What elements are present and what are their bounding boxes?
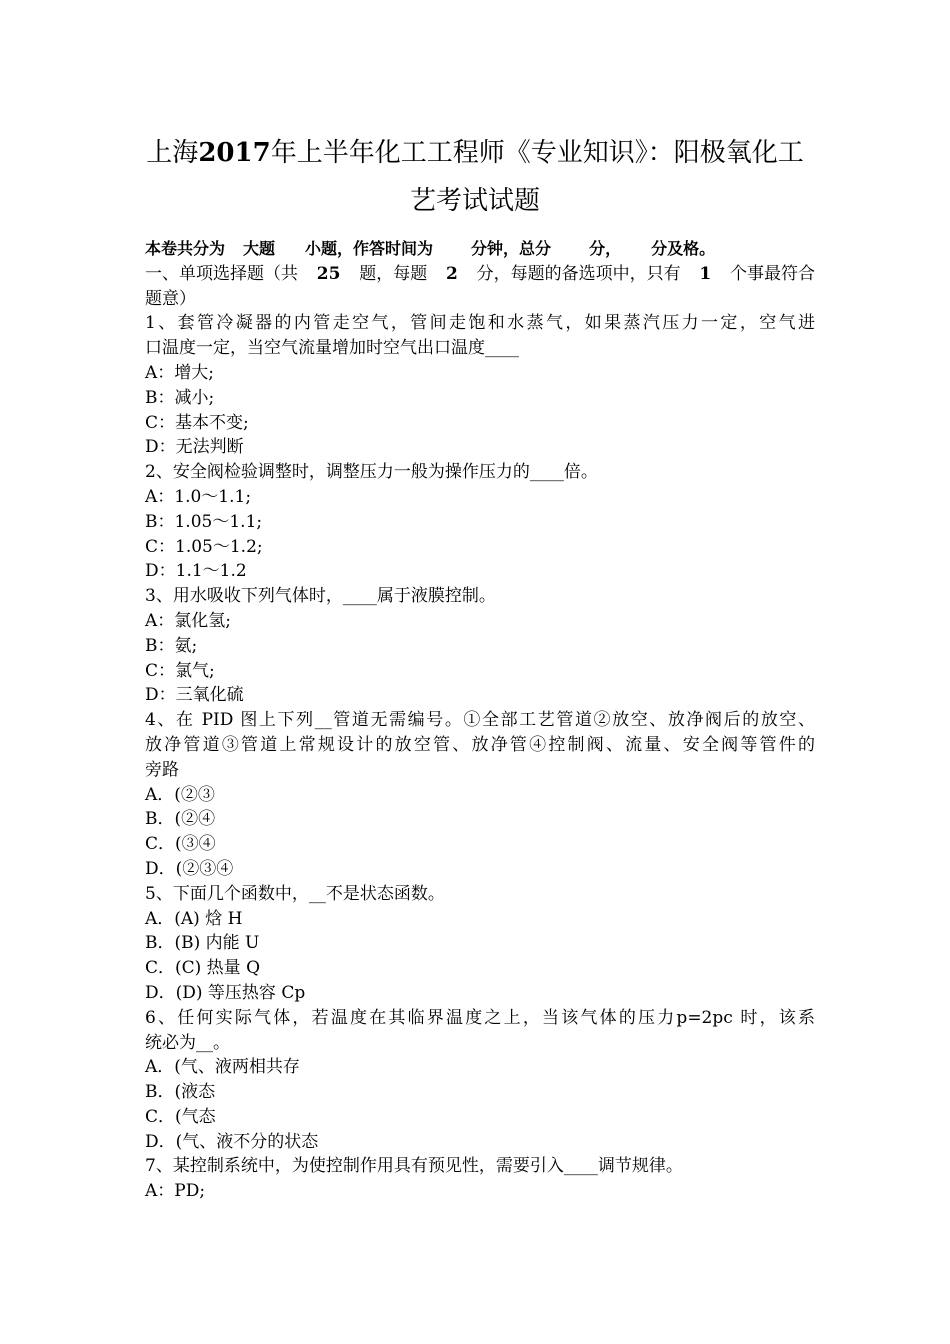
question-4-text: 4、在 PID 图上下列__管道无需编号。①全部工艺管道②放空、放净阀后的放空、 (145, 710, 815, 731)
section-text: 题，每题 (359, 263, 428, 284)
question-4-option-b: B．(②④ (145, 809, 216, 830)
section-text: 个事最符合 (729, 263, 815, 284)
exam-info-line (145, 237, 815, 262)
question-6-option-c: C．(气态 (145, 1106, 216, 1127)
question-3-option-c: C：氯气; (145, 660, 215, 681)
question-3-option-a: A：氯化氢; (145, 610, 232, 631)
question-1-text: 1、套管冷凝器的内管走空气，管间走饱和水蒸气，如果蒸汽压力一定，空气进 (145, 313, 815, 334)
question-2-option-c: C：1.05～1.2; (145, 536, 263, 557)
question-3-option-b: B：氨; (145, 635, 198, 656)
section-points: 2 (445, 263, 458, 284)
question-2-option-b: B：1.05～1.1; (145, 511, 263, 532)
exam-info-part: 大题 (243, 239, 276, 258)
question-5-option-b: B．(B) 内能 U (145, 933, 260, 954)
exam-body (145, 237, 815, 1204)
section-heading (145, 262, 815, 287)
question-5-option-a: A．(A) 焓 H (145, 908, 243, 929)
question-6-text: 6、任何实际气体，若温度在其临界温度之上，当该气体的压力p=2pc 时，该系 (145, 1007, 815, 1028)
question-6-option-b: B．(液态 (145, 1082, 216, 1103)
section-question-count: 25 (316, 263, 341, 284)
question-1-option-a: A：增大; (145, 362, 215, 383)
section-one: 1 (699, 263, 712, 284)
question-1-option-c: C：基本不变; (145, 412, 249, 433)
question-6-option-d: D．(气、液不分的状态 (145, 1131, 319, 1152)
section-text: 一、单项选择题（共 (145, 263, 298, 284)
document-title-line-2: 艺考试试题 (409, 186, 540, 216)
title-year: 2017 (198, 138, 271, 168)
document-title-line-1 (120, 138, 830, 168)
question-4-option-d: D．(②③④ (145, 858, 234, 879)
section-text: 分，每题的备选项中，只有 (476, 263, 681, 284)
exam-info-part: 小题，作答时间为 (305, 239, 434, 258)
question-3-text: 3、用水吸收下列气体时，____属于液膜控制。 (145, 586, 496, 607)
exam-info-part: 分， (589, 239, 622, 258)
question-1-option-b: B：减小; (145, 387, 215, 408)
question-7-option-a: A：PD; (145, 1181, 206, 1202)
question-2-option-a: A：1.0～1.1; (145, 486, 252, 507)
question-4-option-a: A．(②③ (145, 784, 215, 805)
question-5-text: 5、下面几个函数中，__不是状态函数。 (145, 883, 445, 904)
question-4-text-cont: 放净管道③管道上常规设计的放空管、放净管④控制阀、流量、安全阀等管件的 (145, 734, 815, 755)
question-1-option-d: D：无法判断 (145, 437, 244, 458)
question-6-option-a: A．(气、液两相共存 (145, 1057, 300, 1078)
question-6-text-cont: 统必为__。 (145, 1032, 230, 1053)
question-1-text-cont: 口温度一定，当空气流量增加时空气出口温度____ (145, 338, 519, 359)
question-3-option-d: D：三氧化硫 (145, 685, 244, 706)
exam-info-part: 分及格。 (651, 239, 716, 258)
question-2-option-d: D：1.1～1.2 (145, 561, 247, 582)
title-text-suffix: 年上半年化工工程师《专业知识》：阳极氧化工 (270, 138, 804, 168)
question-5-option-c: C．(C) 热量 Q (145, 958, 261, 979)
question-7-text: 7、某控制系统中，为使控制作用具有预见性，需要引入____调节规律。 (145, 1156, 683, 1177)
exam-info-part: 分钟，总分 (471, 239, 552, 258)
section-heading-cont: 题意） (145, 288, 196, 309)
title-text-prefix: 上海 (146, 138, 199, 168)
question-4-text-cont-2: 旁路 (145, 759, 179, 780)
exam-info-part: 本卷共分为 (145, 239, 226, 258)
question-2-text: 2、安全阀检验调整时，调整压力一般为操作压力的____倍。 (145, 462, 598, 483)
question-4-option-c: C．(③④ (145, 834, 216, 855)
question-5-option-d: D．(D) 等压热容 Cp (145, 982, 306, 1003)
